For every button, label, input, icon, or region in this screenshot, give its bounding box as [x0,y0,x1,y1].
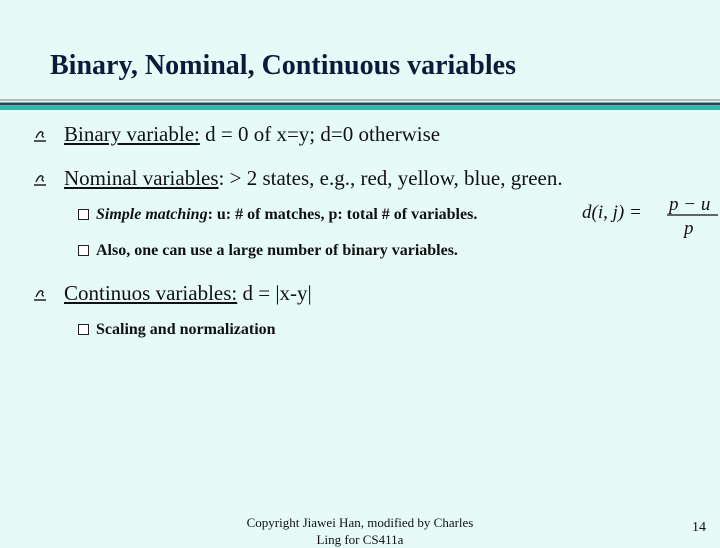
hollow-square-icon [78,209,89,220]
hollow-square-icon [78,324,89,335]
scaling-text: Scaling and normalization [96,321,276,338]
continuous-text: d = |x-y| [237,281,312,305]
curly-bullet-icon [32,169,50,189]
formula-numerator: p − u [669,194,711,215]
distance-formula [580,192,720,240]
hollow-square-icon [78,245,89,256]
binary-text: d = 0 of x=y; d=0 otherwise [199,122,441,146]
matching-text: : u: # of matches, p: total # of variables. [207,206,478,223]
curly-bullet-icon [32,284,50,304]
nominal-label: Nominal variables [64,166,219,190]
curly-bullet-icon [32,125,50,145]
continuous-label: Continuos variables: [64,281,238,305]
title-divider [0,97,720,111]
binary-many-text: Also, one can use a large number of binary variables. [96,242,458,259]
formula-lhs: d(i, j) = [582,202,642,223]
nominal-text: : > 2 states, e.g., red, yellow, blue, green. [218,166,563,190]
binary-label: Binary variable: [64,122,200,146]
slide-title: Binary, Nominal, Continuous variables [50,50,516,81]
matching-label: Simple matching [96,206,208,223]
footer-copyright: Copyright Jiawei Han, modified by Charles Ling for CS411a [246,515,474,547]
page-number: 14 [692,520,706,535]
formula-denominator: p [684,218,694,239]
